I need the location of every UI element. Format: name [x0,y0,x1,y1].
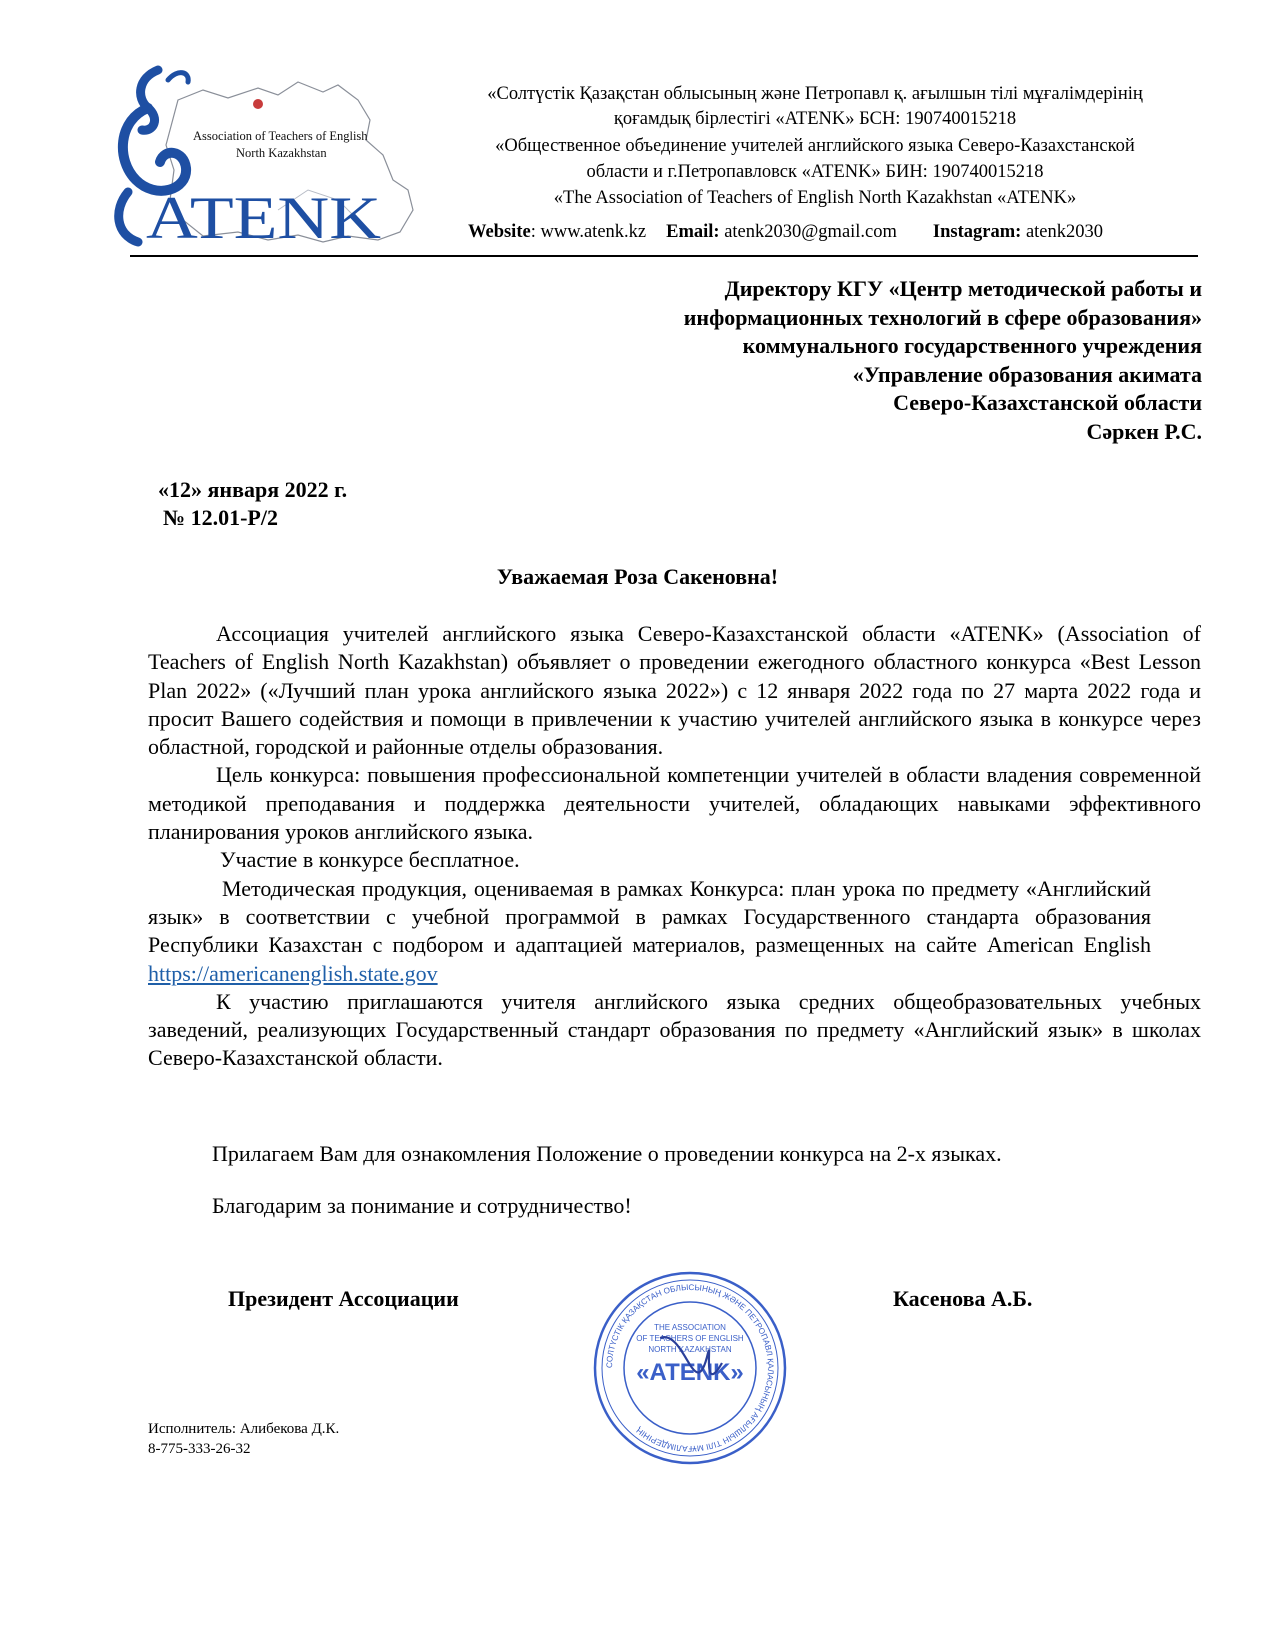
addressee-line2: информационных технологий в сфере образования» [683,304,1202,330]
logo-line2: North Kazakhstan [236,146,327,160]
emblem-icon [253,99,263,109]
paragraph-invite: К участию приглашаются учителя английского языка средних общеобразовательных учебных заведений, реализующих Государственный стандарт образования по предмету «Английский язык» в школах Северо-Казахстанской области. [148,988,1201,1071]
instagram-label: Instagram: [932,222,1022,242]
header-line4: области и г.Петропавловск «ATENK» БИН: 190740015218 [586,162,1044,182]
atenk-logo [108,60,438,255]
website-label: Website [468,222,531,242]
header-line5: «The Association of Teachers of English North Kazakhstan «ATENK» [553,188,1077,208]
contact-row [468,220,1198,244]
executor-line: Исполнитель: Алибекова Д.К. [148,1421,340,1437]
website-value[interactable]: : www.atenk.kz [530,222,647,242]
letter-number: № 12.01-Р/2 [163,505,278,530]
addressee-line1: Директору КГУ «Центр методической работы и [724,276,1202,301]
signer-name: Касенова А.Б. [893,1286,1033,1311]
executor-phone: 8-775-333-26-32 [148,1441,251,1457]
letter-body [148,620,1201,1073]
addressee-block [502,275,1202,446]
instagram-value[interactable]: atenk2030 [1021,222,1103,242]
header-divider [130,255,1198,257]
logo-wordmark: ATENK [146,185,381,251]
addressee-line4: «Управление образования акимата [852,361,1202,387]
letter-date: «12» января 2022 г. [158,477,348,502]
paragraph-intro: Ассоциация учителей английского языка Северо-Казахстанской области «ATENK» (Association of Teachers of English North Kazakhstan) объявляет о проведении ежегодного областного конкурса «Best Lesson Plan 2022» («Лучший план урока английского языка 2022») с 12 января 2022 года по 27 марта 2022 года и просит Вашего содействия и помощи в привлечении к участию учителей английского языка в конкурсе через областной, городской и районные отделы образования. [148,621,1201,760]
logo-line1: Association of Teachers of English [193,129,368,143]
email-value[interactable]: atenk2030@gmail.com [719,222,897,242]
addressee-line5: Северо-Казахстанской области [893,390,1202,415]
american-english-link[interactable]: https://americanenglish.state.gov [148,960,438,986]
paragraph-free: Участие в конкурсе бесплатное. [220,847,520,873]
paragraph-goal: Цель конкурса: повышения профессиональной компетенции учителей в области владения современной методикой преподавания и поддержка деятельности учителей, обладающих навыками эффективного планирования уроков английского языка. [148,762,1201,845]
paragraph-product-text: Методическая продукция, оцениваемая в рамках Конкурса: план урока по предмету «Английский язык» в соответствии с учебной программой в рамках Государственного стандарта образования Республики Казахстан с подбором и адаптацией материалов, размещенных на сайте American English [148,875,1151,958]
stamp-center-text: «ATENK» [636,1359,744,1386]
thanks-note: Благодарим за понимание и сотрудничество! [212,1193,632,1218]
salutation: Уважаемая Роза Сакеновна! [496,564,779,589]
attachment-note: Прилагаем Вам для ознакомления Положение о проведении конкурса на 2-х языках. [212,1141,1002,1166]
official-stamp [590,1268,790,1468]
stamp-outer-text: СОЛТҮСТІК ҚАЗАҚСТАН ОБЛЫСЫНЫҢ ЖӘНЕ ПЕТРОПАВЛ ҚАЛАСЫНЫҢ АҒЫЛШЫН ТІЛІ МҰҒАЛІМДЕРІНІҢ [604,1282,776,1454]
header-line1: «Солтүстік Қазақстан облысының және Петропавл қ. ағылшын тілі мұғалімдерінің [487,84,1143,104]
paragraph-product [148,875,1151,988]
signer-title: Президент Ассоциации [228,1286,459,1311]
email-label: Email: [666,222,720,242]
stamp-inner-line3: NORTH KAZAKHSTAN [648,1345,732,1354]
header-line3: «Общественное объединение учителей английского языка Северо-Казахстанской [495,136,1135,156]
addressee-line6: Сәркен Р.С. [1086,418,1202,444]
stamp-inner-line2: OF TEACHERS OF ENGLISH [636,1334,744,1343]
stamp-inner-line1: THE ASSOCIATION [654,1323,726,1332]
header-line2: қоғамдық бірлестігі «ATENK» БСН: 190740015218 [613,109,1017,129]
addressee-line3: коммунального государственного учреждения [742,333,1202,358]
